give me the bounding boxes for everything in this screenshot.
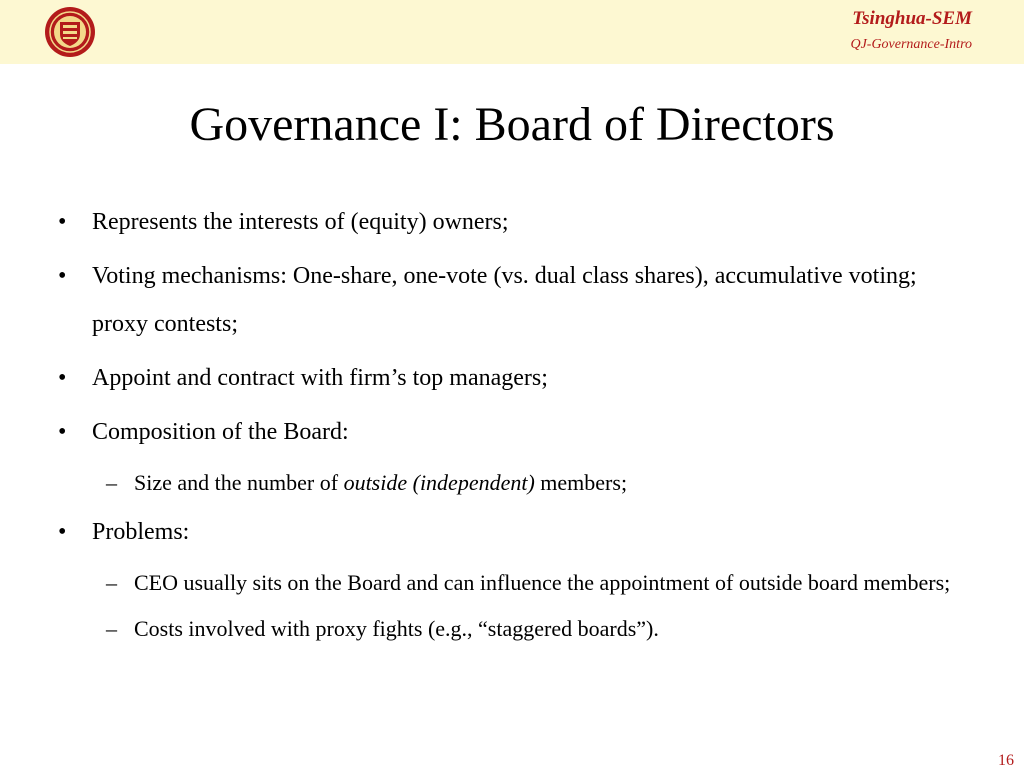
sub-bullet-italic: outside (independent) xyxy=(343,470,535,495)
sub-bullet-item xyxy=(58,608,958,650)
sub-bullet-item xyxy=(58,562,958,604)
bullet-item xyxy=(58,408,958,456)
bullet-mark: • xyxy=(58,419,67,445)
sub-bullet-mark: – xyxy=(106,570,117,595)
page-number: 16 xyxy=(998,752,1014,769)
sub-bullet-text: CEO usually sits on the Board and can influence the appointment of outside board members; xyxy=(134,570,951,595)
bullet-mark: • xyxy=(58,209,67,235)
bullet-text: Problems: xyxy=(92,519,190,545)
sub-bullet-mark: – xyxy=(106,616,117,641)
brand-title: Tsinghua-SEM xyxy=(852,8,972,29)
brand-block xyxy=(850,8,972,54)
bullet-mark: • xyxy=(58,263,67,289)
bullet-mark: • xyxy=(58,519,67,545)
bullet-list xyxy=(58,198,958,654)
bullet-text: Represents the interests of (equity) owners; xyxy=(92,209,509,235)
bullet-item xyxy=(58,198,958,246)
sub-bullet-text-before: Size and the number of xyxy=(134,470,344,495)
bullet-mark: • xyxy=(58,365,67,391)
bullet-item xyxy=(58,252,958,348)
bullet-text: Appoint and contract with firm’s top managers; xyxy=(92,365,548,391)
university-seal-icon xyxy=(44,6,96,58)
sub-bullet-text: Costs involved with proxy fights (e.g., “staggered boards”). xyxy=(134,616,659,641)
bullet-text: Composition of the Board: xyxy=(92,419,349,445)
bullet-item xyxy=(58,354,958,402)
sub-bullet-item xyxy=(58,462,958,504)
brand-subtitle: QJ-Governance-Intro xyxy=(850,37,972,52)
bullet-text: Voting mechanisms: One-share, one-vote (vs. dual class shares), accumulative voting; proxy contests; xyxy=(92,263,917,337)
sub-bullet-mark: – xyxy=(106,470,117,495)
slide-title: Governance I: Board of Directors xyxy=(189,98,835,151)
sub-bullet-text-after: members; xyxy=(534,470,628,495)
bullet-item xyxy=(58,508,958,556)
